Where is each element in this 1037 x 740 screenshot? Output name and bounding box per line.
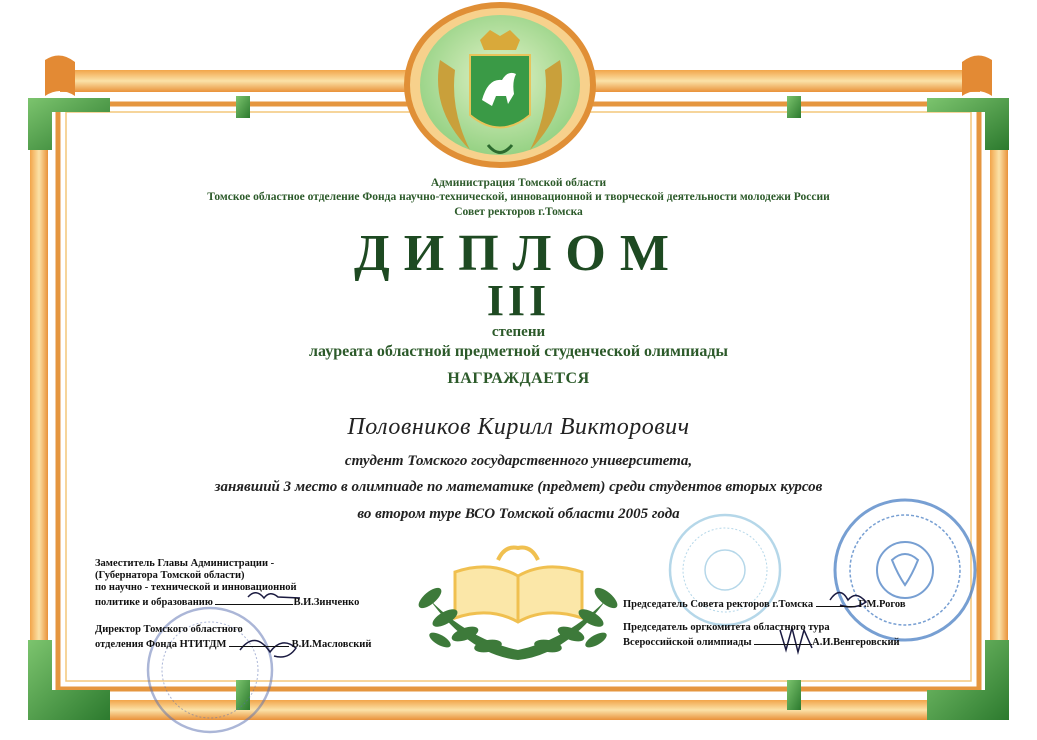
- degree-word: степени: [491, 324, 546, 340]
- signature-block-deputy-head: [95, 558, 395, 609]
- description-line-2: занявший 3 место в олимпиаде по математике (предмет) среди студентов вторых курсов: [214, 479, 823, 495]
- signature-line: [754, 634, 812, 645]
- signature-line: [816, 596, 856, 607]
- signature-role-line-last: [623, 634, 963, 649]
- diploma-title: ДИПЛОМ: [354, 225, 683, 282]
- signature-role-prefix: отделения Фонда НТИТДМ: [95, 639, 227, 650]
- signature-block-rectors-chair: [623, 596, 963, 611]
- signature-role-line-last: [95, 636, 425, 651]
- description-line-1: студент Томского государственного университета,: [344, 453, 693, 469]
- signatory-name: В.И.Зинченко: [293, 597, 360, 608]
- signatory-name: Г.М.Рогов: [858, 599, 906, 610]
- degree-numeral: III: [486, 276, 551, 325]
- issuer-rectors-council: Совет ректоров г.Томска: [454, 206, 583, 218]
- open-book-emblem: [455, 548, 582, 623]
- signature-block-foundation-director: [95, 624, 425, 651]
- signatory-name: А.И.Венгеровский: [812, 637, 900, 648]
- signature-role-prefix: политике и образованию: [95, 597, 213, 608]
- signature-role-line: (Губернатора Томской области): [95, 570, 245, 581]
- issuer-administration: Администрация Томской области: [430, 177, 607, 189]
- description-line-3: во втором туре ВСО Томской области 2005 года: [357, 506, 680, 522]
- recipient-name: Половников Кирилл Викторович: [347, 414, 690, 440]
- signature-role-line-last: [95, 594, 395, 609]
- signature-line: [215, 594, 293, 605]
- tomsk-coat-of-arms-emblem: [407, 5, 593, 165]
- signature-role-line: по научно - технической и инновационной: [95, 582, 297, 593]
- signature-block-organizing-chair: [623, 622, 963, 649]
- signature-role-line: Директор Томского областного: [95, 624, 243, 635]
- signatory-name: В.И.Масловский: [291, 639, 372, 650]
- awarded-label: НАГРАЖДАЕТСЯ: [447, 370, 590, 387]
- signature-role-line: Заместитель Главы Администрации -: [95, 558, 275, 569]
- issuer-foundation: Томское областное отделение Фонда научно-технической, инновационной и творческой деятельности молодежи России: [207, 191, 830, 203]
- signature-line: [229, 636, 289, 647]
- signature-role-prefix: Всероссийской олимпиады: [623, 637, 752, 648]
- laureate-line: лауреата областной предметной студенческой олимпиады: [309, 343, 728, 360]
- signature-role-prefix: Председатель Совета ректоров г.Томска: [623, 599, 814, 610]
- signature-role-line: Председатель оргкомитета областного тура: [623, 622, 830, 633]
